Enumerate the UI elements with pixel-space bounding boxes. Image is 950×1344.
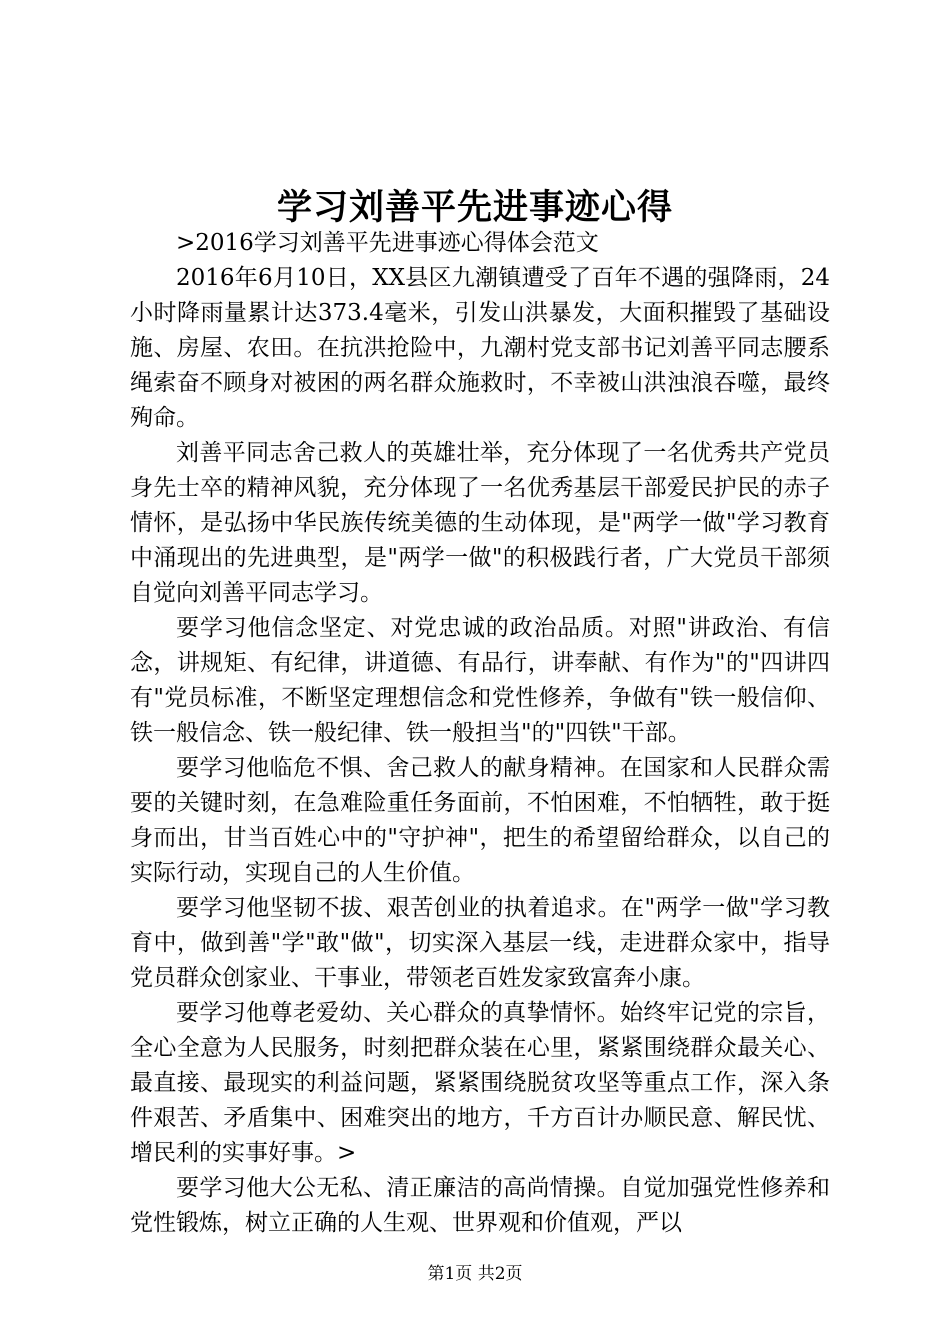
paragraph: 要学习他大公无私、清正廉洁的高尚情操。自觉加强党性修养和党性锻炼，树立正确的人生观、世界观和价值观，严以 — [130, 1175, 830, 1236]
document-body — [130, 226, 830, 1241]
paragraph: 要学习他坚韧不拔、艰苦创业的执着追求。在"两学一做"学习教育中，做到善"学"敢"做"，切实深入基层一线，走进群众家中，指导党员群众创家业、干事业，带领老百姓发家致富奔小康。 — [130, 895, 830, 991]
paragraph: 刘善平同志舍己救人的英雄壮举，充分体现了一名优秀共产党员身先士卒的精神风貌，充分体现了一名优秀基层干部爱民护民的赤子情怀，是弘扬中华民族传统美德的生动体现，是"两学一做"学习教育中涌现出的先进典型，是"两学一做"的积极践行者，广大党员干部须自觉向刘善平同志学习。 — [130, 440, 830, 606]
paragraph: 2016年6月10日，XX县区九潮镇遭受了百年不遇的强降雨，24小时降雨量累计达373.4毫米，引发山洪暴发，大面积摧毁了基础设施、房屋、农田。在抗洪抢险中，九潮村党支部书记刘善平同志腰系绳索奋不顾身对被困的两名群众施救时，不幸被山洪浊浪吞噬，最终殉命。 — [130, 265, 830, 431]
paragraph: 要学习他信念坚定、对党忠诚的政治品质。对照"讲政治、有信念，讲规矩、有纪律，讲道德、有品行，讲奉献、有作为"的"四讲四有"党员标准，不断坚定理想信念和党性修养，争做有"铁一般信仰、铁一般信念、铁一般纪律、铁一般担当"的"四铁"干部。 — [130, 615, 830, 746]
paragraph: 要学习他临危不惧、舍己救人的献身精神。在国家和人民群众需要的关键时刻，在急难险重任务面前，不怕困难，不怕牺牲，敢于挺身而出，甘当百姓心中的"守护神"，把生的希望留给群众，以自己的实际行动，实现自己的人生价值。 — [130, 755, 830, 886]
paragraph: 要学习他尊老爱幼、关心群众的真挚情怀。始终牢记党的宗旨，全心全意为人民服务，时刻把群众装在心里，紧紧围绕群众最关心、最直接、最现实的利益问题，紧紧围绕脱贫攻坚等重点工作，深入条件艰苦、矛盾集中、困难突出的地方，千方百计办顺民意、解民忧、增民利的实事好事。> — [130, 1000, 830, 1166]
paragraph-subtitle: >2016学习刘善平先进事迹心得体会范文 — [176, 230, 599, 256]
document-title: 学习刘善平先进事迹心得 — [276, 187, 673, 228]
page-footer: 第1页 共2页 — [427, 1264, 523, 1284]
